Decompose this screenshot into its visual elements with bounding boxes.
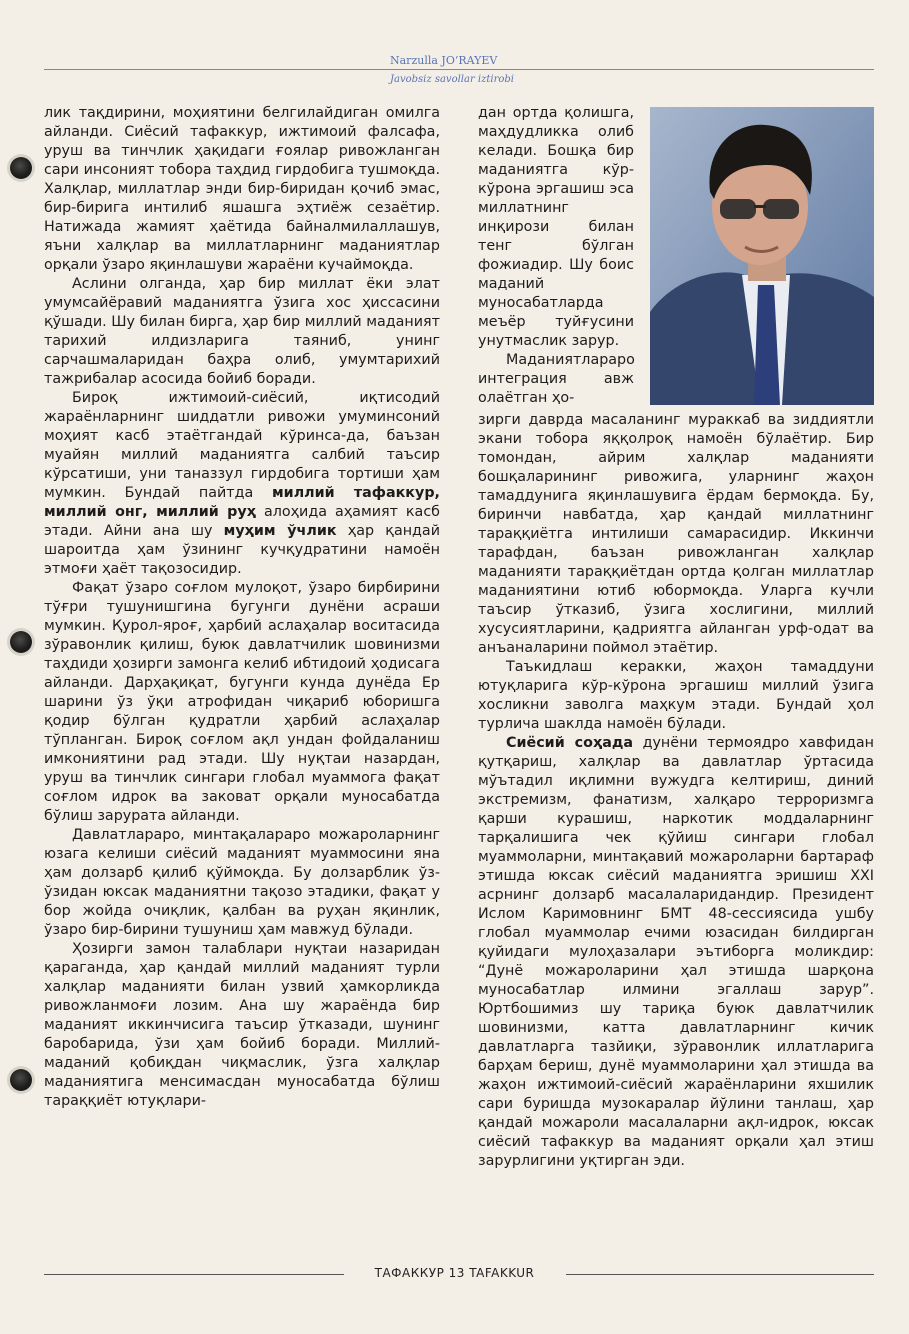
paragraph-text: Бироқ ижтимоий-сиёсий, иқтисодий жараёнларнинг шиддатли ривожи умуминсоний моҳият касб этаётгандай кўринса-да, баъзан муайян миллий маданиятга салбий таъсир кўрсатиши, уни таназзул гирдобига тортиши ҳам мумкин. Бундай пайтда [44, 390, 440, 501]
paragraph-text: алоҳида аҳамият касб этади. Айни ана шу [44, 504, 440, 539]
paragraph: Фақат ўзаро соғлом мулоқот, ўзаро бирбирини тўғри тушунишгина бугунги дунёни асраши мумкин. Қурол-яроғ, ҳарбий аслаҳалар воситасида зўравонлик қилиш, буюк давлатчилик шовинизми таҳдиди ҳозирги замонга келиб ибтидоий ҳодисага айланди. Дарҳақиқат, бугунги кунда дунёда Ер шарини ўз ўқи атрофидан чиқариб юборишга қодир бўлган қудратли ҳарбий аслаҳалар тўпланган. Бироқ соғлом ақл ундан фойдаланиш имкониятини рад этади. Шу нуқтаи назардан, уруш ва тинчлик сингари глобал муаммога фақат соғлом идрок ва заковат орқали муносабатда бўлиш зарурата айланди. [44, 580, 440, 824]
paragraph: зирги даврда масаланинг мураккаб ва зиддиятли экани тобора яққолроқ намоён бўлаётир. Бир томондан, айрим халқлар маданияти бошқаларининг ривожига, уларнинг жаҳон тамаддунига яқинлашувига ёрдам бермоқда. Бу, биринчи навбатда, ҳар қандай миллатнинг тараққиётга интилиши самарасидир. Иккинчи тарафдан, баъзан ривожланган халқлар маданияти тараққиётдан ортда қолган миллатлар маданиятини ютиб юбормоқда. Уларга кучли таъсир ўтказиб, ўзига хослигини, миллий хусусиятларини, қадриятга айланган урф-одат ва анъаналарини поймол этаётир. [478, 412, 874, 656]
paragraph-text: дунёни термоядро хавфидан қутқариш, халқлар ва давлатлар ўртасида мўътадил иқлимни вужудга келтириш, диний экстремизм, фанатизм, халқаро терроризмга қарши курашиш, наркотик моддаларнинг тарқалишига чек қўйиш сингари глобал муаммоларни, минтақавий можароларни бартараф этишда юксак сиёсий маданиятга эришиш XXI асрнинг долзарб масалаларидандир. Президент Ислом Каримовнинг БМТ 48-сессиясида ушбу глобал муаммолар ечими юзасидан билдирган қуйидаги мулоҳазалари эътиборга моликдир: “Дунё можароларини ҳал этишда шарқона муносабатлар илмини эгаллаш зарур”. Юртбошимиз шу тариқа буюк давлатчилик шовинизми, катта давлатларнинг кичик давлатларга тазйиқи, зўравонлик иллатларига барҳам бериш, дунё муаммоларини ҳал этишда ва жаҳон ижтимоий-сиёсий жараёнларини яхшилик сари буришда музокаралар йўлини танлаш, ҳар қандай можароли масалаларни ақл-идрок, юксак сиёсий тафаккур ва маданият орқали ҳал этиш зарурлигини уқтирган эди. [478, 735, 874, 1169]
author-photo-icon [650, 107, 874, 405]
left-column [44, 104, 440, 1111]
paragraph: Ҳозирги замон талаблари нуқтаи назаридан қараганда, ҳар қандай миллий маданият турли халқлар маданияти билан узвий ҳамкорликда ривожланмоғи лозим. Ана шу жараёнда бир маданият иккинчисига таъсир ўтказади, шунинг баробарида, ўзи ҳам бойиб боради. Миллий-маданий қобиқдан чиқмаслик, ўзга халқлар маданиятига менсимасдан муносабатда бўлиш тараққиёт ютуқлари- [44, 941, 440, 1109]
right-column-bottom [478, 411, 874, 1171]
binder-hole-bottom [10, 1069, 32, 1091]
binder-hole-top [10, 157, 32, 179]
paragraph: Таъкидлаш керакки, жаҳон тамаддуни ютуқларига кўр-кўрона эргашиш миллий ўзига хосликни заволга маҳкум этади. Бундай ҳол турлича шаклда намоён бўлади. [478, 659, 874, 732]
header-author: Narzulla JO‘RAYEV [390, 54, 498, 67]
bold-phrase: Сиёсий соҳада [506, 735, 634, 751]
paragraph: лик тақдирини, моҳиятини белгилайдиган омилга айланди. Сиёсий тафаккур, ижтимоий фалсафа, уруш ва тинчлик ҳақидаги ғоялар ривожланган сари инсоният тобора таҳдид гирдобига тушмоқда. Халқлар, миллатлар энди бир-биридан қочиб эмас, бир-бирига интилиб яшашга эҳтиёж сезаётир. Натижада жамият ҳаётида байналмилаллашув, яъни халқлар ва миллатларнинг маданиятлар орқали ўзаро яқинлашуви жараёни кучаймоқда. [44, 105, 440, 273]
page-footer-label: ТАФАККУР 13 TAFAKKUR [369, 1266, 541, 1280]
paragraph [44, 389, 440, 579]
paragraph: Давлатлараро, минтақалараро можароларнинг юзага келиши сиёсий маданият муаммосини яна ҳам долзарб қилиб қўймоқда. Бу долзарблик ўз-ўзидан юксак маданиятни тақозо этадики, фақат у бор жойда очиқлик, қалбан ва руҳан яқинлик, ўзаро бир-бирини тушуниш ҳам мавжуд бўлади. [44, 827, 440, 938]
paragraph: дан ортда қолишга, маҳдудликка олиб келади. Бошқа бир маданиятга кўр-кўрона эргашиш эса миллатнинг инқирози билан тенг бўлган фожиадир. Шу боис маданий муносабатларда меъёр туйғусини унутмаслик зарур. [478, 105, 634, 349]
header-rule [44, 69, 874, 70]
author-photo [650, 107, 874, 405]
paragraph-text: ҳар қандай шароитда ҳам ўзининг кучқудратини намоён этмоғи ҳаёт тақозосидир. [44, 523, 440, 577]
paragraph: Маданиятлараро интеграция авж олаётган ҳо- [478, 352, 635, 406]
bold-phrase: муҳим ўчлик [223, 523, 337, 539]
binder-hole-middle [10, 631, 32, 653]
header-subtitle: Javobsiz savollar iztirobi [390, 74, 514, 85]
bold-phrase: миллий тафаккур, миллий онг, миллий руҳ [44, 485, 440, 520]
paragraph: Аслини олганда, ҳар бир миллат ёки элат умумсайёравий маданиятга ўзига хос ҳиссасини қўшади. Шу билан бирга, ҳар бир миллий маданият тарихий илдизларига таяниб, унинг сарчашмаларидан баҳра олиб, умумтарихий тажрибалар асосида бойиб боради. [44, 276, 440, 387]
right-column-top [478, 104, 634, 408]
paragraph [478, 734, 874, 1171]
footer [0, 1266, 909, 1280]
